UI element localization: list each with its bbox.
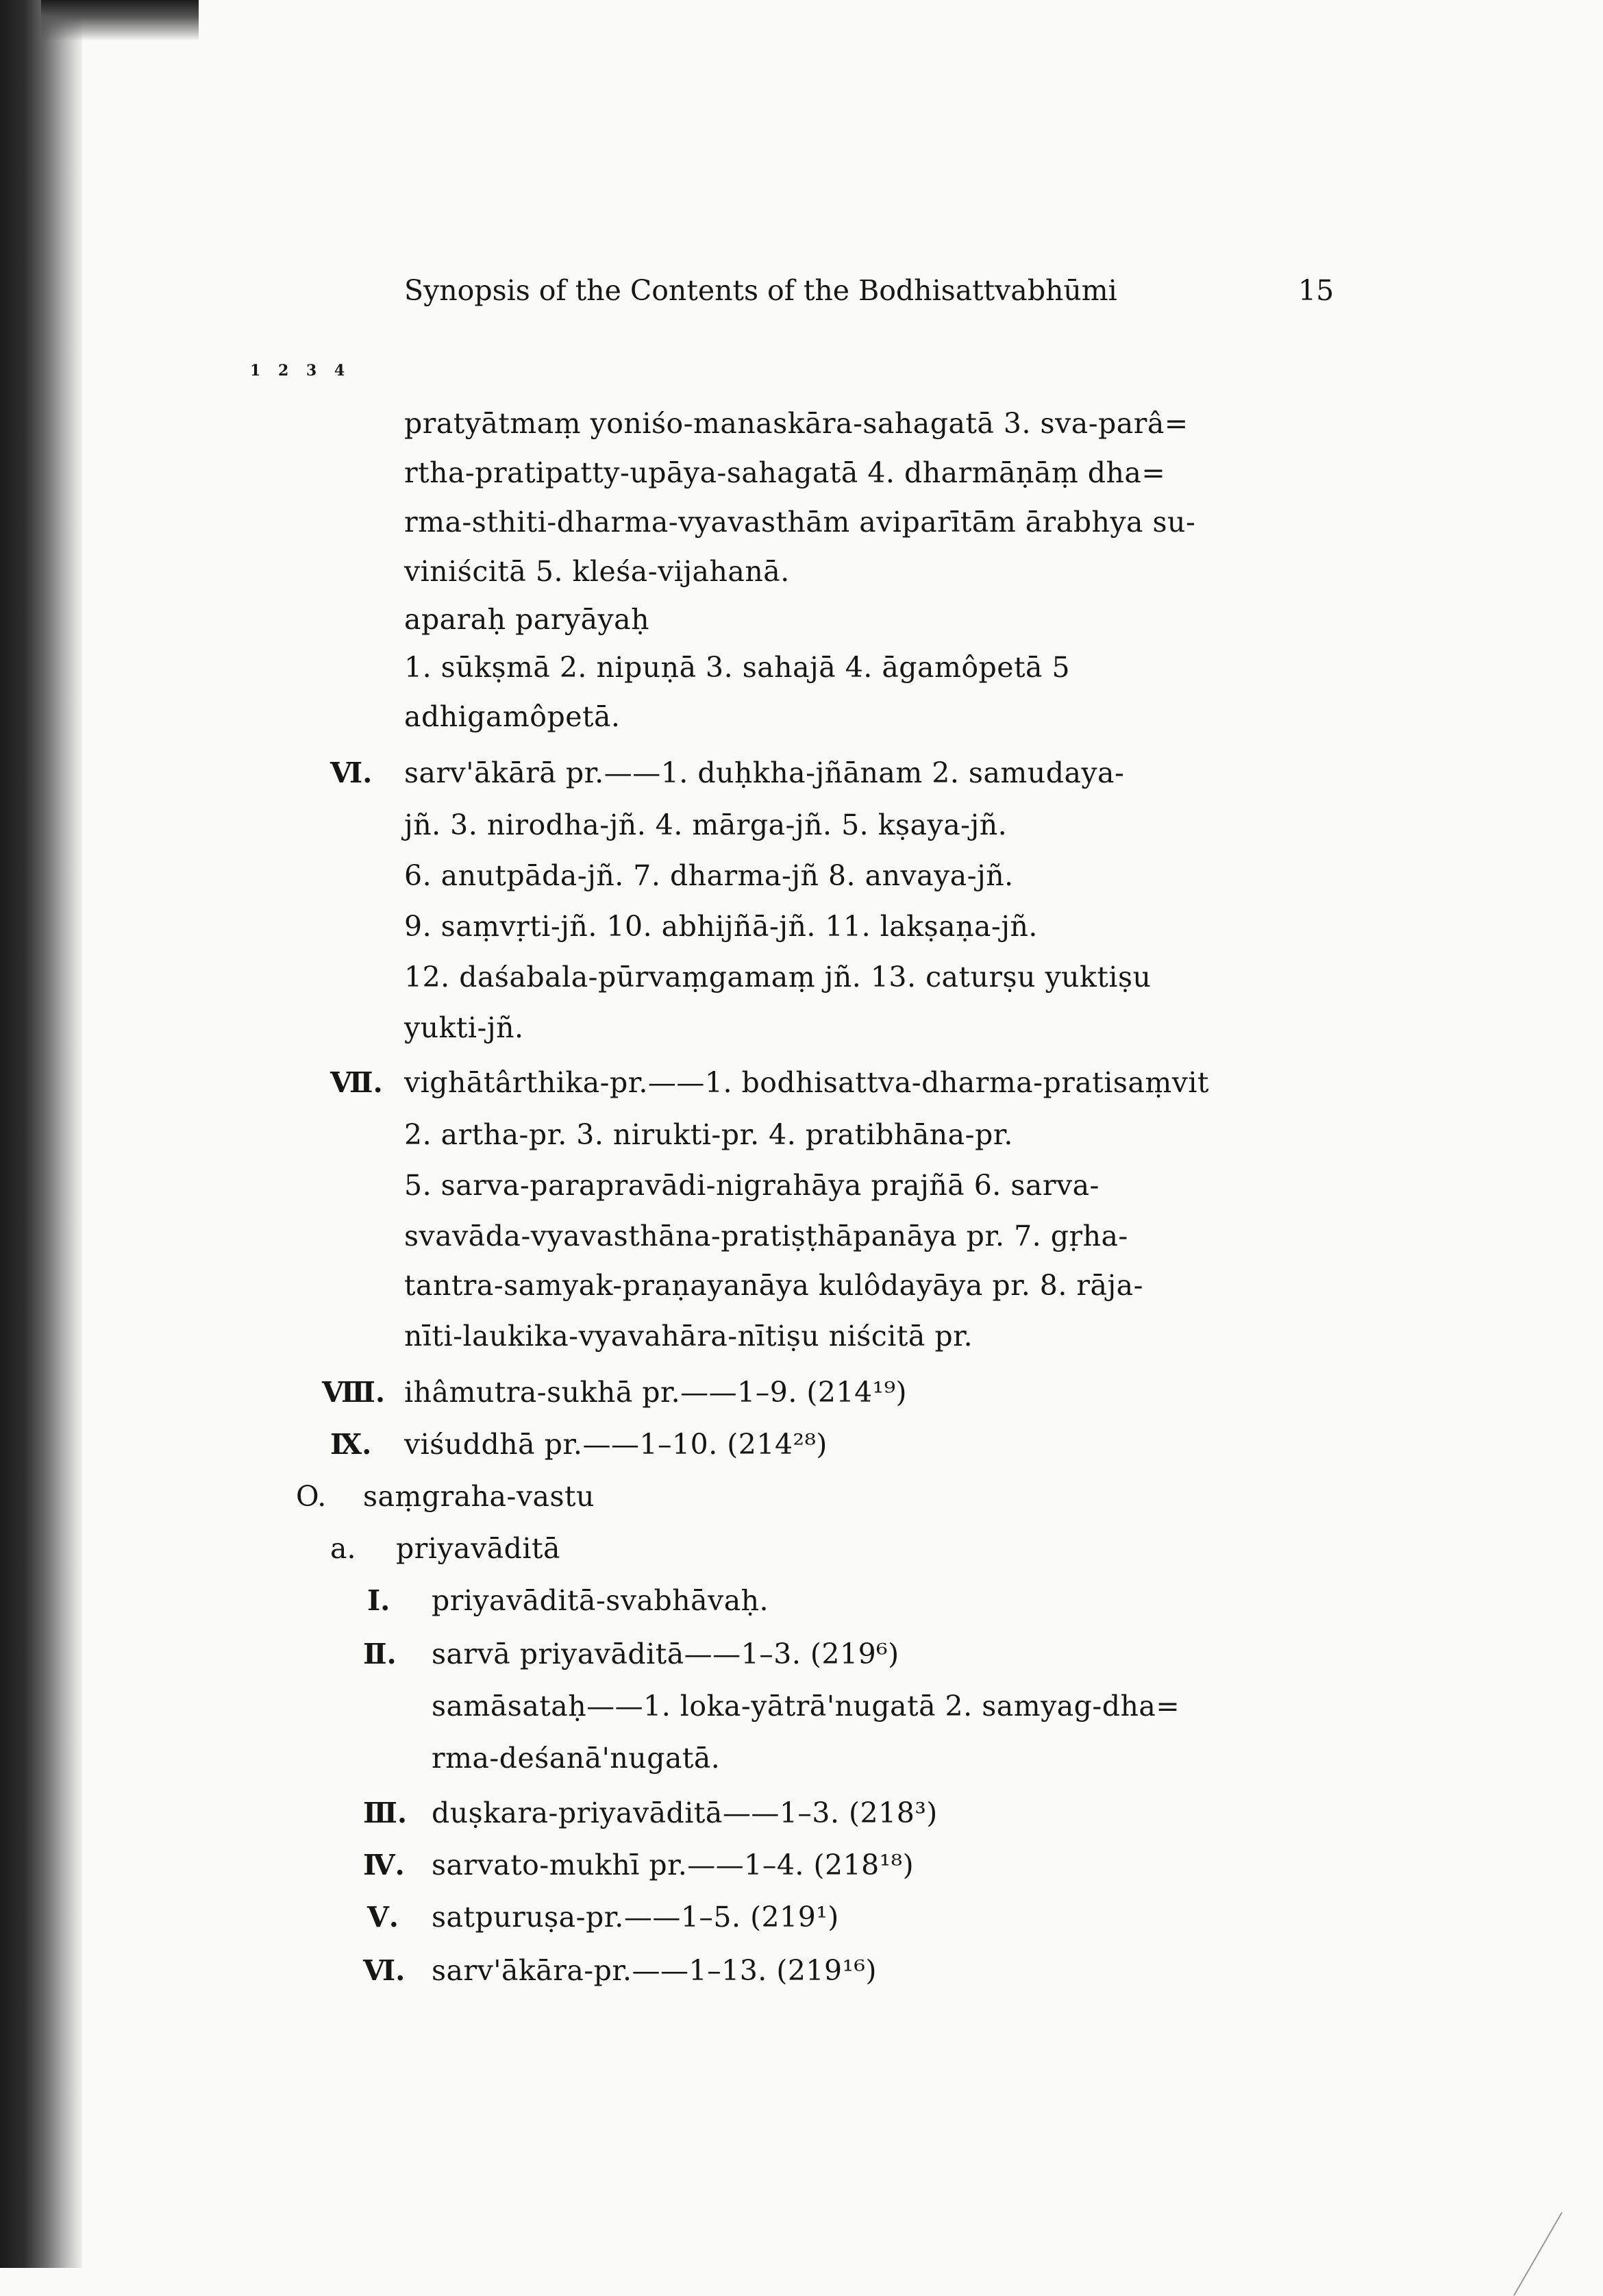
text-line: sarv'ākāra-pr.——1–13. (219¹⁶) <box>432 1954 877 1987</box>
text-line: sarvā priyavāditā——1–3. (219⁶) <box>432 1638 899 1670</box>
binding-corner-shadow <box>41 0 199 41</box>
text-line: rma-sthiti-dharma-vyavasthām aviparītām ārabhya su- <box>404 506 1196 539</box>
text-line: pratyātmaṃ yoniśo-manaskāra-sahagatā 3. sva-parâ= <box>404 407 1189 440</box>
section-marker-ix: Ⅸ. <box>330 1428 372 1461</box>
text-line: vighātârthika-pr.——1. bodhisattva-dharma-pratisaṃvit <box>404 1066 1210 1099</box>
item-marker-v: Ⅴ. <box>367 1901 399 1934</box>
item-marker-iii: Ⅲ. <box>363 1797 408 1829</box>
item-marker-vi: Ⅵ. <box>363 1954 406 1987</box>
text-line: 12. daśabala-pūrvaṃgamaṃ jñ. 13. caturṣu yuktiṣu <box>404 961 1152 993</box>
text-line: satpuruṣa-pr.——1–5. (219¹) <box>432 1901 839 1934</box>
item-marker-ii: Ⅱ. <box>363 1638 397 1670</box>
text-line: jñ. 3. nirodha-jñ. 4. mārga-jñ. 5. kṣaya-jñ. <box>404 808 1008 841</box>
text-line: samāsataḥ——1. loka-yātrā'nugatā 2. samyag-dha= <box>432 1690 1180 1723</box>
text-line: tantra-samyak-praṇayanāya kulôdayāya pr. 8. rāja- <box>404 1269 1143 1302</box>
text-line: rtha-pratipatty-upāya-sahagatā 4. dharmāṇāṃ dha= <box>404 456 1166 489</box>
text-line: sarvato-mukhī pr.——1–4. (218¹⁸) <box>432 1849 915 1881</box>
subsection-marker-a: a. <box>330 1532 356 1565</box>
text-line: aparaḥ paryāyaḥ <box>404 603 650 636</box>
text-line: sarv'ākārā pr.——1. duḥkha-jñānam 2. samudaya- <box>404 756 1125 789</box>
page-crease-mark <box>1513 2212 1563 2296</box>
page-number: 15 <box>1298 274 1334 307</box>
text-line: ihâmutra-sukhā pr.——1–9. (214¹⁹) <box>404 1376 908 1409</box>
text-line: 6. anutpāda-jñ. 7. dharma-jñ 8. anvaya-jñ. <box>404 859 1014 892</box>
text-line: nīti-laukika-vyavahāra-nītiṣu niścitā pr. <box>404 1320 973 1353</box>
text-line: 1. sūkṣmā 2. nipuṇā 3. sahajā 4. āgamôpetā 5 <box>404 651 1071 684</box>
section-marker-o: O. <box>296 1480 327 1513</box>
running-header-title: Synopsis of the Contents of the Bodhisattvabhūmi <box>404 274 1117 307</box>
text-line: rma-deśanā'nugatā. <box>432 1742 721 1775</box>
text-line: priyavāditā-svabhāvaḥ. <box>432 1584 769 1617</box>
text-line: priyavāditā <box>396 1532 560 1565</box>
book-binding-shadow <box>0 0 82 2268</box>
text-line: 5. sarva-parapravādi-nigrahāya prajñā 6. sarva- <box>404 1169 1099 1202</box>
text-line: svavāda-vyavasthāna-pratiṣṭhāpanāya pr. 7. gṛha- <box>404 1220 1128 1252</box>
text-line: viniścitā 5. kleśa-vijahanā. <box>404 555 790 588</box>
text-line: 9. saṃvṛti-jñ. 10. abhijñā-jñ. 11. lakṣaṇa-jñ. <box>404 910 1038 943</box>
text-line: 2. artha-pr. 3. nirukti-pr. 4. pratibhāna-pr. <box>404 1118 1013 1151</box>
text-line: duṣkara-priyavāditā——1–3. (218³) <box>432 1797 938 1829</box>
section-marker-viii: Ⅷ. <box>322 1376 386 1409</box>
item-marker-iv: Ⅳ. <box>363 1849 405 1881</box>
column-numbers: 1 2 3 4 <box>250 362 345 380</box>
text-line: yukti-jñ. <box>404 1011 524 1044</box>
section-marker-vii: Ⅶ. <box>330 1066 383 1099</box>
text-line: saṃgraha-vastu <box>363 1480 595 1513</box>
section-marker-vi: Ⅵ. <box>330 756 373 789</box>
text-line: viśuddhā pr.——1–10. (214²⁸) <box>404 1428 828 1461</box>
item-marker-i: I. <box>367 1584 390 1617</box>
text-line: adhigamôpetā. <box>404 700 621 733</box>
